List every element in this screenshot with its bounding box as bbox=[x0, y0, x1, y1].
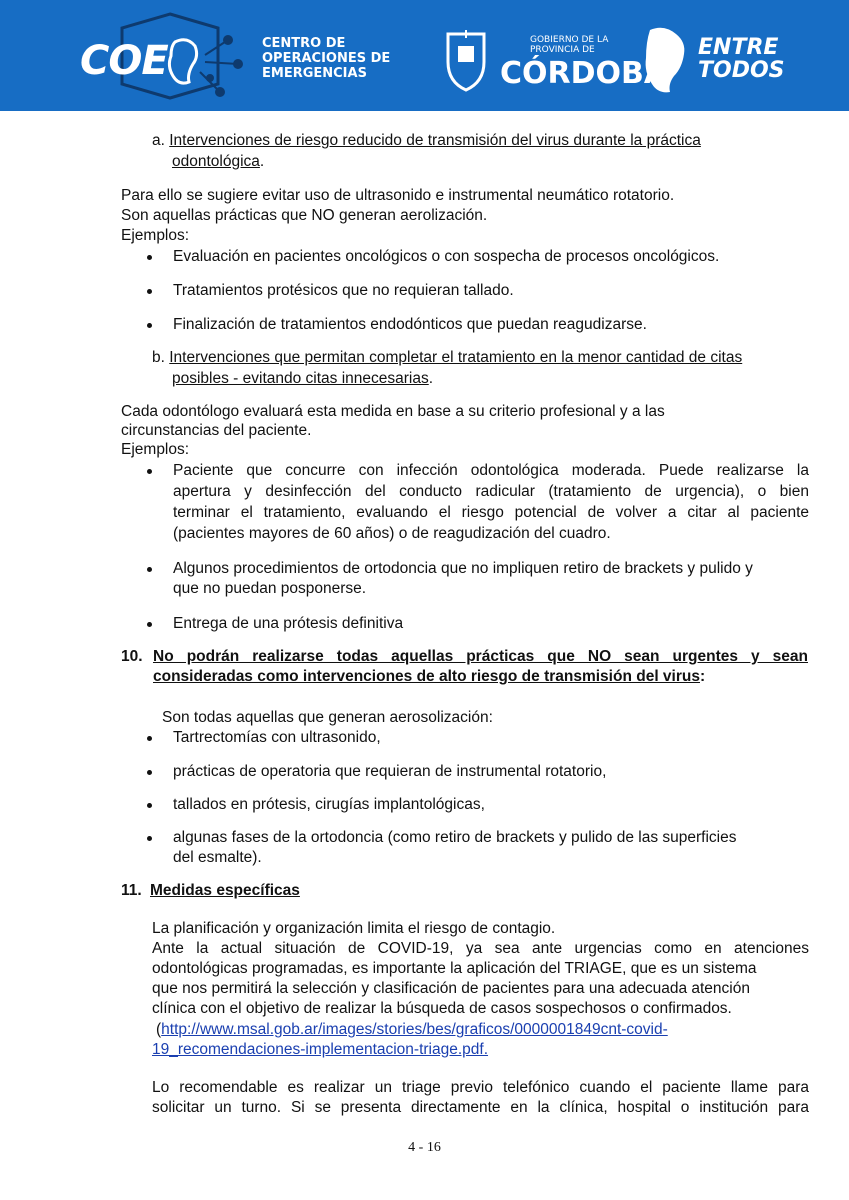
coe-subtitle-line: CENTRO DE bbox=[262, 36, 346, 51]
paragraph: La planificación y organización limita el riesgo de contagio. bbox=[152, 920, 556, 937]
examples-label: Ejemplos: bbox=[121, 441, 190, 458]
list-item-cont: del esmalte). bbox=[173, 849, 262, 866]
section-title: Intervenciones que permitan completar el tratamiento en la menor cantidad de citas bbox=[169, 349, 743, 366]
list-item: algunas fases de la ortodoncia (como retiro de brackets y pulido de las superficies bbox=[173, 829, 737, 846]
slogan-line: ENTRE bbox=[698, 35, 779, 60]
list-item-cont: apertura y desinfección del conducto radicular (tratamiento de urgencia), o bien bbox=[173, 483, 809, 500]
paragraph: odontológicas programadas, es importante la aplicación del TRIAGE, que es un sistema bbox=[152, 960, 757, 977]
section-b-heading-cont bbox=[172, 369, 433, 389]
list-item: Entrega de una prótesis definitiva bbox=[173, 615, 404, 632]
section-title: Intervenciones de riesgo reducido de transmisión del virus durante la práctica bbox=[169, 132, 701, 149]
paragraph: Para ello se sugiere evitar uso de ultrasonido e instrumental neumático rotatorio. bbox=[121, 187, 675, 204]
paragraph: Lo recomendable es realizar un triage previo telefónico cuando el paciente llame para bbox=[152, 1079, 809, 1096]
section-number: 10. bbox=[121, 648, 143, 665]
list-item: Evaluación en pacientes oncológicos o con sospecha de procesos oncológicos. bbox=[173, 248, 720, 265]
section-title: odontológica bbox=[172, 153, 260, 170]
triage-link[interactable]: http://www.msal.gob.ar/images/stories/bes/graficos/0000001849cnt-covid- bbox=[161, 1021, 668, 1038]
list-item-cont: que no puedan posponerse. bbox=[173, 580, 367, 597]
province-name: CÓRDOBA bbox=[500, 56, 668, 91]
list-item: Algunos procedimientos de ortodoncia que no impliquen retiro de brackets y pulido y bbox=[173, 560, 753, 577]
list-item: Tratamientos protésicos que no requieran tallado. bbox=[173, 282, 514, 299]
reference-link-line bbox=[152, 1040, 488, 1060]
list-item: Paciente que concurre con infección odontológica moderada. Puede realizarse la bbox=[173, 462, 809, 479]
list-item-cont: (pacientes mayores de 60 años) o de reagudización del cuadro. bbox=[173, 525, 611, 542]
reference-link-line bbox=[156, 1020, 668, 1040]
paragraph: que nos permitirá la selección y clasificación de pacientes para una adecuada atención bbox=[152, 980, 750, 997]
paragraph: clínica con el objetivo de realizar la búsqueda de casos sospechosos o confirmados. bbox=[152, 1000, 732, 1017]
section-number: 11. bbox=[121, 882, 142, 899]
coe-subtitle-line: OPERACIONES DE bbox=[262, 51, 391, 66]
examples-label: Ejemplos: bbox=[121, 227, 190, 244]
coe-logo-text: COE bbox=[80, 38, 168, 84]
section-b-heading bbox=[152, 348, 742, 368]
section-11-title: Medidas específicas bbox=[150, 882, 300, 899]
section-letter: b. bbox=[152, 349, 165, 366]
paragraph: solicitar un turno. Si se presenta directamente en la clínica, hospital o institución para bbox=[152, 1099, 809, 1116]
government-label-line: GOBIERNO DE LA bbox=[530, 35, 609, 45]
list-item-cont: terminar el tratamiento, evaluando el riesgo potencial de volver a citar al paciente bbox=[173, 504, 809, 521]
section-10-title: No podrán realizarse todas aquellas prácticas que NO sean urgentes y sean bbox=[153, 648, 808, 665]
page-number: 4 - 16 bbox=[408, 1140, 441, 1155]
coe-subtitle-line: EMERGENCIAS bbox=[262, 66, 367, 81]
section-title-tail: : bbox=[699, 668, 706, 685]
paragraph: Cada odontólogo evaluará esta medida en base a su criterio profesional y a las bbox=[121, 403, 665, 420]
section-title: posibles - evitando citas innecesarias bbox=[172, 370, 429, 387]
section-a-heading bbox=[152, 131, 701, 151]
paragraph: Son todas aquellas que generan aerosolización: bbox=[162, 709, 493, 726]
link-paren: ( bbox=[156, 1021, 162, 1038]
list-item: prácticas de operatoria que requieran de instrumental rotatorio, bbox=[173, 763, 607, 780]
list-item: Finalización de tratamientos endodónticos que puedan reagudizarse. bbox=[173, 316, 647, 333]
section-10-title-cont bbox=[153, 667, 705, 687]
list-item: Tartrectomías con ultrasonido, bbox=[173, 729, 381, 746]
government-label-line: PROVINCIA DE bbox=[530, 45, 595, 55]
triage-link-cont[interactable]: 19_recomendaciones-implementacion-triage.pdf. bbox=[152, 1041, 489, 1058]
section-letter: a. bbox=[152, 132, 165, 149]
paragraph: circunstancias del paciente. bbox=[121, 422, 312, 439]
section-title: consideradas como intervenciones de alto riesgo de transmisión del virus bbox=[153, 668, 700, 685]
paragraph: Ante la actual situación de COVID-19, ya sea ante urgencias como en atenciones bbox=[152, 940, 809, 957]
list-item: tallados en prótesis, cirugías implantológicas, bbox=[173, 796, 485, 813]
section-title-tail: . bbox=[259, 153, 265, 170]
section-title-tail: . bbox=[428, 370, 434, 387]
paragraph: Son aquellas prácticas que NO generan aerolización. bbox=[121, 207, 488, 224]
section-a-heading-cont bbox=[172, 152, 264, 172]
slogan-line: TODOS bbox=[698, 58, 785, 83]
